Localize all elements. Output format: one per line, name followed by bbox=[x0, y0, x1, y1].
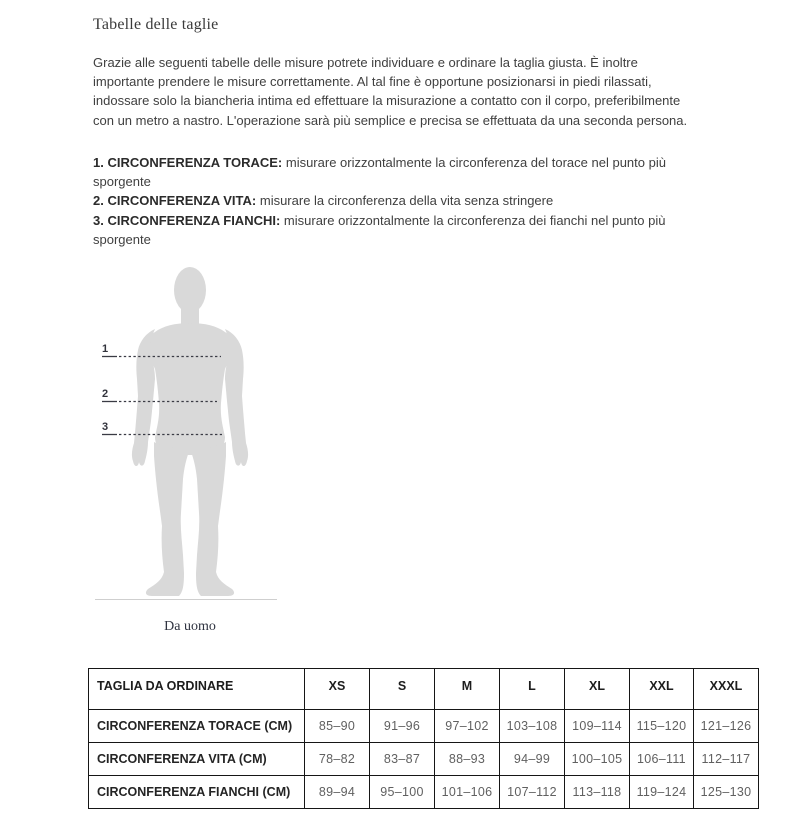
cell-value: 89–94 bbox=[305, 776, 370, 809]
cell-value: 109–114 bbox=[565, 710, 630, 743]
table-row-fianchi bbox=[89, 776, 759, 809]
cell-value: 94–99 bbox=[500, 743, 565, 776]
measure-line-label-3: 3 bbox=[102, 421, 109, 433]
cell-value: 107–112 bbox=[500, 776, 565, 809]
page-title: Tabelle delle taglie bbox=[93, 16, 219, 33]
measure-line-label-2: 2 bbox=[102, 388, 109, 400]
cell-value: 97–102 bbox=[435, 710, 500, 743]
col-header-taglia: TAGLIA DA ORDINARE bbox=[89, 669, 305, 710]
measure-point-label: 3. CIRCONFERENZA FIANCHI: bbox=[93, 212, 281, 228]
cell-value: 78–82 bbox=[305, 743, 370, 776]
cell-value: 95–100 bbox=[370, 776, 435, 809]
table-row-torace bbox=[89, 710, 759, 743]
cell-value: 101–106 bbox=[435, 776, 500, 809]
measure-point-fianchi bbox=[93, 211, 701, 249]
col-header-xs: XS bbox=[305, 669, 370, 710]
cell-value: 113–118 bbox=[565, 776, 630, 809]
row-label-vita: CIRCONFERENZA VITA (CM) bbox=[89, 743, 305, 776]
ground-line bbox=[95, 599, 277, 600]
figure-caption: Da uomo bbox=[164, 619, 216, 634]
col-header-xxl: XXL bbox=[630, 669, 694, 710]
measure-point-label: 2. CIRCONFERENZA VITA: bbox=[93, 193, 257, 209]
measure-point-vita bbox=[93, 191, 701, 210]
measure-points-list bbox=[93, 153, 701, 249]
size-table bbox=[88, 668, 759, 809]
measure-point-text: misurare orizzontalmente la circonferenza dei fianchi nel punto più sporgente bbox=[93, 212, 666, 247]
cell-value: 100–105 bbox=[565, 743, 630, 776]
intro-paragraph: Grazie alle seguenti tabelle delle misure potrete individuare e ordinare la taglia giusta. È inoltre importante prendere le misure correttamente. Al tal fine è opportune posizionarsi in piedi rilassati, indossare solo la biancheria intima ed effettuare la misurazione a contatto con il corpo, preferibilmente con un metro a nastro. L'operazione sarà più semplice e precisa se effettuata da una seconda persona. bbox=[93, 55, 688, 128]
measure-line-1 bbox=[102, 355, 224, 358]
measure-point-label: 1. CIRCONFERENZA TORACE: bbox=[93, 155, 283, 170]
table-header-row bbox=[89, 669, 759, 710]
col-header-xxxl: XXXL bbox=[694, 669, 759, 710]
row-label-fianchi: CIRCONFERENZA FIANCHI (CM) bbox=[89, 776, 305, 809]
cell-value: 83–87 bbox=[370, 743, 435, 776]
cell-value: 115–120 bbox=[630, 710, 694, 743]
cell-value: 103–108 bbox=[500, 710, 565, 743]
measure-line-2 bbox=[102, 400, 220, 403]
cell-value: 106–111 bbox=[630, 743, 694, 776]
col-header-m: M bbox=[435, 669, 500, 710]
cell-value: 125–130 bbox=[694, 776, 759, 809]
measure-line-label-1: 1 bbox=[102, 343, 109, 355]
table-row-vita bbox=[89, 743, 759, 776]
cell-value: 88–93 bbox=[435, 743, 500, 776]
measure-point-text: misurare la circonferenza della vita senza stringere bbox=[259, 193, 554, 209]
col-header-l: L bbox=[500, 669, 565, 710]
col-header-xl: XL bbox=[565, 669, 630, 710]
body-measurement-figure bbox=[90, 263, 300, 655]
cell-value: 112–117 bbox=[694, 743, 759, 776]
cell-value: 119–124 bbox=[630, 776, 694, 809]
measure-point-text: misurare orizzontalmente la circonferenza del torace nel punto più sporgente bbox=[93, 155, 666, 190]
cell-value: 121–126 bbox=[694, 710, 759, 743]
cell-value: 91–96 bbox=[370, 710, 435, 743]
cell-value: 85–90 bbox=[305, 710, 370, 743]
col-header-s: S bbox=[370, 669, 435, 710]
measure-point-torace bbox=[93, 153, 701, 191]
row-label-torace: CIRCONFERENZA TORACE (CM) bbox=[89, 710, 305, 743]
measure-line-3 bbox=[102, 433, 224, 436]
